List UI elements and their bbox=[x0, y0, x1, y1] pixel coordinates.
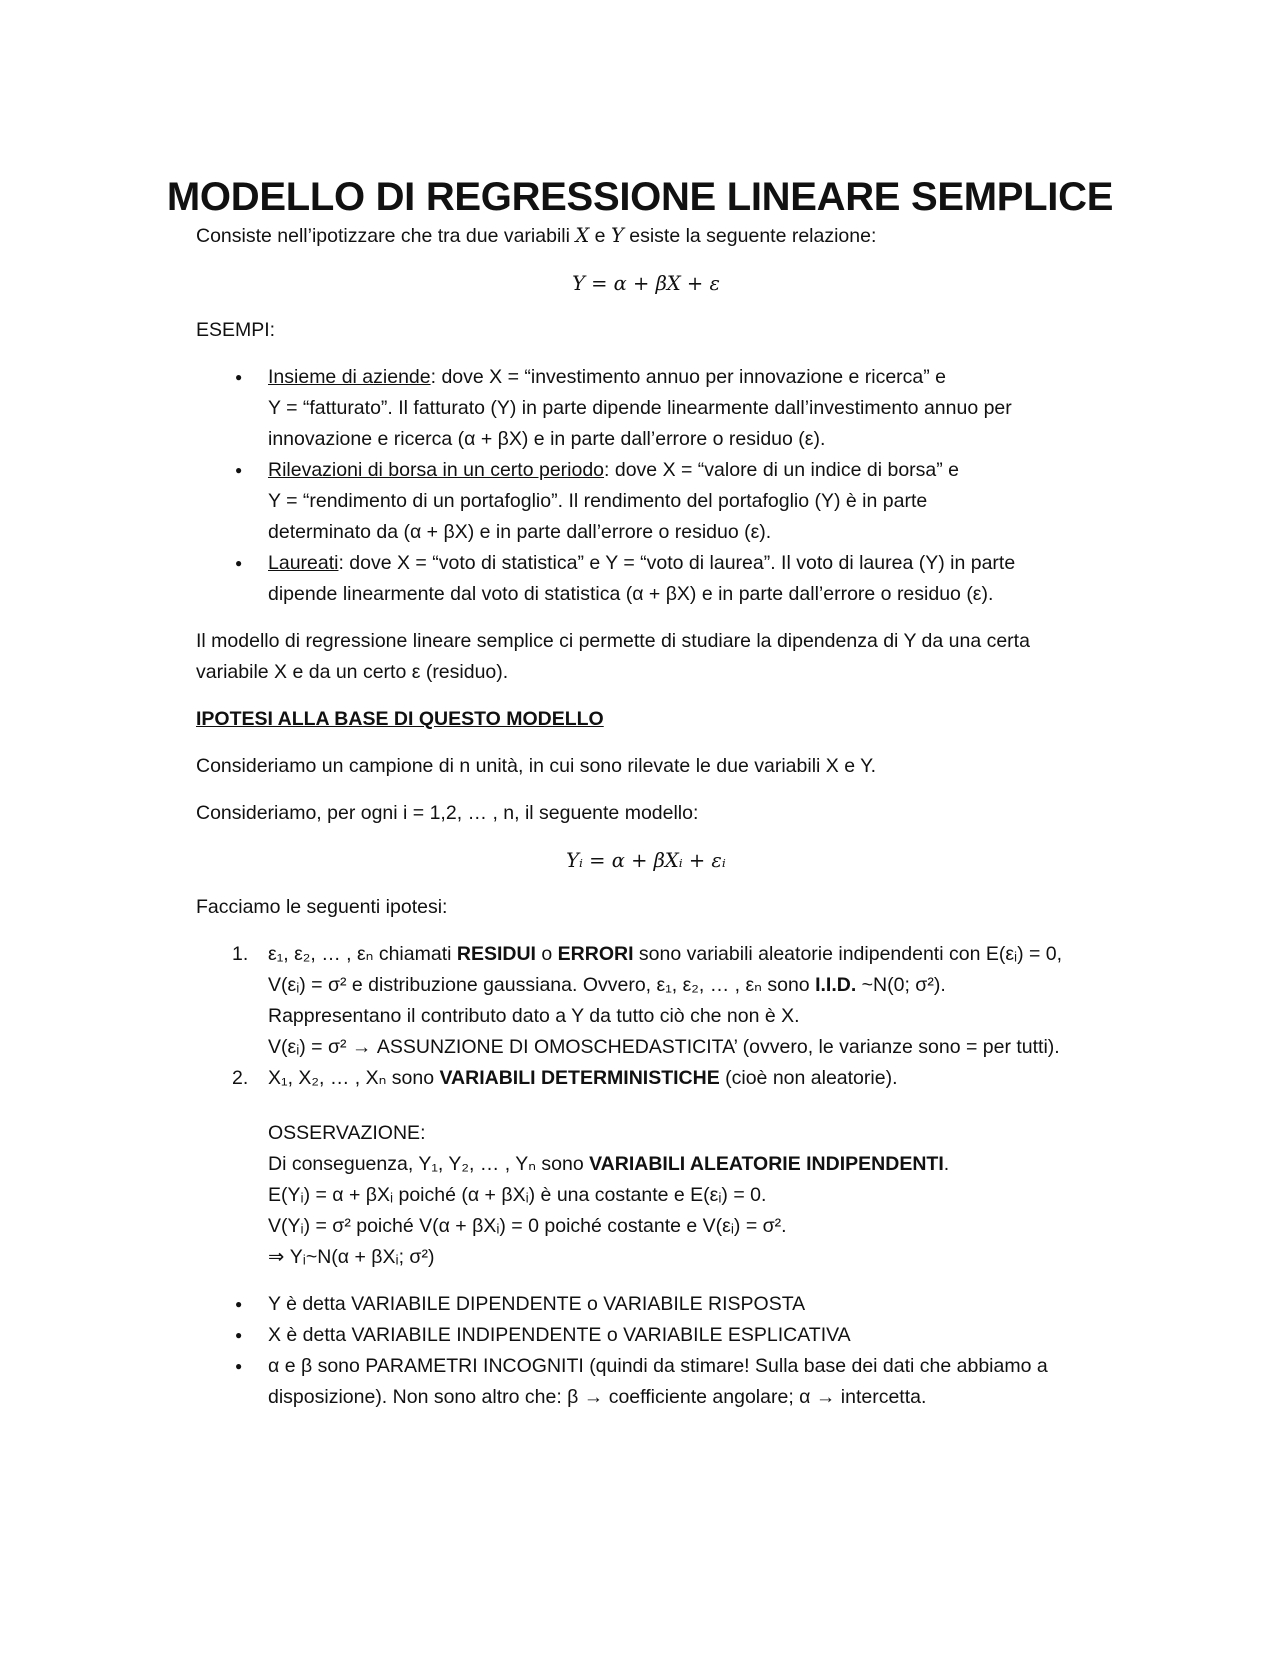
definition-line: α e β sono PARAMETRI INCOGNITI (quindi da stimare! Sulla base dei dati che abbiamo a bbox=[268, 1355, 1048, 1377]
assumption-text: X₁, X₂, … , Xₙ sono bbox=[268, 1067, 440, 1089]
example-line: innovazione e ricerca (α + βX) e in parte dall’errore o residuo (ε). bbox=[268, 428, 826, 450]
list-item bbox=[196, 362, 1096, 455]
intro-var-x: X bbox=[575, 224, 590, 247]
main-equation: Y = α + βX + ε bbox=[572, 272, 720, 295]
assumption-bold: RESIDUI bbox=[456, 943, 536, 965]
observation-heading: OSSERVAZIONE: bbox=[268, 1122, 426, 1144]
list-item bbox=[196, 939, 1096, 1063]
list-item bbox=[196, 548, 1096, 610]
example-label: Laureati bbox=[268, 552, 339, 574]
observation-text: V(Yᵢ) = σ² poiché V(α + βXᵢ) = 0 poiché costante e V(εᵢ) = σ². bbox=[268, 1215, 787, 1237]
list-item bbox=[196, 455, 1096, 548]
list-item bbox=[196, 1289, 1096, 1320]
list-item bbox=[196, 1351, 1096, 1413]
assumption-text: o bbox=[535, 943, 558, 965]
list-item bbox=[196, 1320, 1096, 1351]
model-each-paragraph: Consideriamo, per ogni i = 1,2, … , n, il seguente modello: bbox=[196, 802, 699, 824]
example-line: Y = “rendimento di un portafoglio”. Il rendimento del portafoglio (Y) è in parte bbox=[268, 490, 928, 512]
example-line: : dove X = “voto di statistica” e Y = “voto di laurea”. Il voto di laurea (Y) in parte bbox=[338, 552, 1016, 574]
hypotheses-heading: IPOTESI ALLA BASE DI QUESTO MODELLO bbox=[196, 708, 604, 730]
assumption-text: V(εᵢ) = σ² e distribuzione gaussiana. Ovvero, ε₁, ε₂, … , εₙ sono bbox=[268, 974, 816, 996]
sample-paragraph: Consideriamo un campione di n unità, in cui sono rilevate le due variabili X e Y. bbox=[196, 755, 877, 777]
definition-line: X è detta VARIABILE INDIPENDENTE o VARIABILE ESPLICATIVA bbox=[268, 1324, 851, 1346]
observation-bold: VARIABILI ALEATORIE INDIPENDENTI bbox=[589, 1153, 944, 1175]
assumptions-list bbox=[196, 939, 1096, 1094]
page-title: MODELLO DI REGRESSIONE LINEARE SEMPLICE bbox=[166, 174, 1114, 219]
intro-var-y: Y bbox=[610, 224, 624, 247]
intro-paragraph bbox=[196, 220, 1096, 252]
intro-text: Consiste nell’ipotizzare che tra due variabili bbox=[196, 225, 576, 247]
assumption-bold: VARIABILI DETERMINISTICHE bbox=[439, 1067, 720, 1089]
observation-block bbox=[196, 1118, 1096, 1273]
paragraph-line: Il modello di regressione lineare semplice ci permette di studiare la dipendenza di Y da una certa bbox=[196, 630, 1030, 652]
example-line: Y = “fatturato”. Il fatturato (Y) in parte dipende linearmente dall’investimento annuo per bbox=[268, 397, 1012, 419]
assumption-text: ε₁, ε₂, … , εₙ chiamati bbox=[268, 943, 457, 965]
observation-text: E(Yᵢ) = α + βXᵢ poiché (α + βXᵢ) è una costante e E(εᵢ) = 0. bbox=[268, 1184, 767, 1206]
item-number: 1. bbox=[232, 943, 249, 965]
examples-list bbox=[196, 362, 1096, 610]
assumption-text: sono variabili aleatorie indipendenti con E(εᵢ) = 0, bbox=[633, 943, 1063, 965]
examples-heading: ESEMPI: bbox=[196, 319, 276, 341]
assumptions-intro: Facciamo le seguenti ipotesi: bbox=[196, 896, 448, 918]
observation-text: ⇒ Yᵢ~N(α + βXᵢ; σ²) bbox=[268, 1246, 435, 1268]
example-label: Insieme di aziende bbox=[268, 366, 431, 388]
assumption-bold: I.I.D. bbox=[815, 974, 857, 996]
example-line: dipende linearmente dal voto di statistica (α + βX) e in parte dall’errore o residuo (ε). bbox=[268, 583, 994, 605]
example-line: determinato da (α + βX) e in parte dall’errore o residuo (ε). bbox=[268, 521, 772, 543]
assumption-text: ~N(0; σ²). bbox=[856, 974, 946, 996]
assumption-bold: ERRORI bbox=[557, 943, 634, 965]
observation-text: Di conseguenza, Y₁, Y₂, … , Yₙ sono bbox=[268, 1153, 590, 1175]
intro-text: e bbox=[589, 225, 611, 247]
example-line: : dove X = “investimento annuo per innovazione e ricerca” e bbox=[430, 366, 947, 388]
item-number: 2. bbox=[232, 1067, 249, 1089]
definitions-list bbox=[196, 1289, 1096, 1413]
indexed-equation: Yᵢ = α + βXᵢ + εᵢ bbox=[566, 849, 726, 872]
paragraph-line: variabile X e da un certo ε (residuo). bbox=[196, 661, 509, 683]
assumption-text: (cioè non aleatorie). bbox=[719, 1067, 898, 1089]
definition-line: disposizione). Non sono altro che: β → coefficiente angolare; α → intercetta. bbox=[268, 1386, 927, 1408]
definition-line: Y è detta VARIABILE DIPENDENTE o VARIABILE RISPOSTA bbox=[268, 1293, 806, 1315]
document-body bbox=[196, 148, 1096, 1413]
observation-text: . bbox=[943, 1153, 950, 1175]
list-item bbox=[196, 1063, 1096, 1094]
assumption-text: Rappresentano il contributo dato a Y da tutto ciò che non è X. bbox=[268, 1005, 800, 1027]
example-line: : dove X = “valore di un indice di borsa” e bbox=[604, 459, 960, 481]
intro-text: esiste la seguente relazione: bbox=[623, 225, 877, 247]
model-paragraph bbox=[196, 626, 1096, 688]
example-label: Rilevazioni di borsa in un certo periodo bbox=[268, 459, 605, 481]
assumption-text: V(εᵢ) = σ² → ASSUNZIONE DI OMOSCHEDASTICITA’ (ovvero, le varianze sono = per tutti). bbox=[268, 1036, 1060, 1058]
